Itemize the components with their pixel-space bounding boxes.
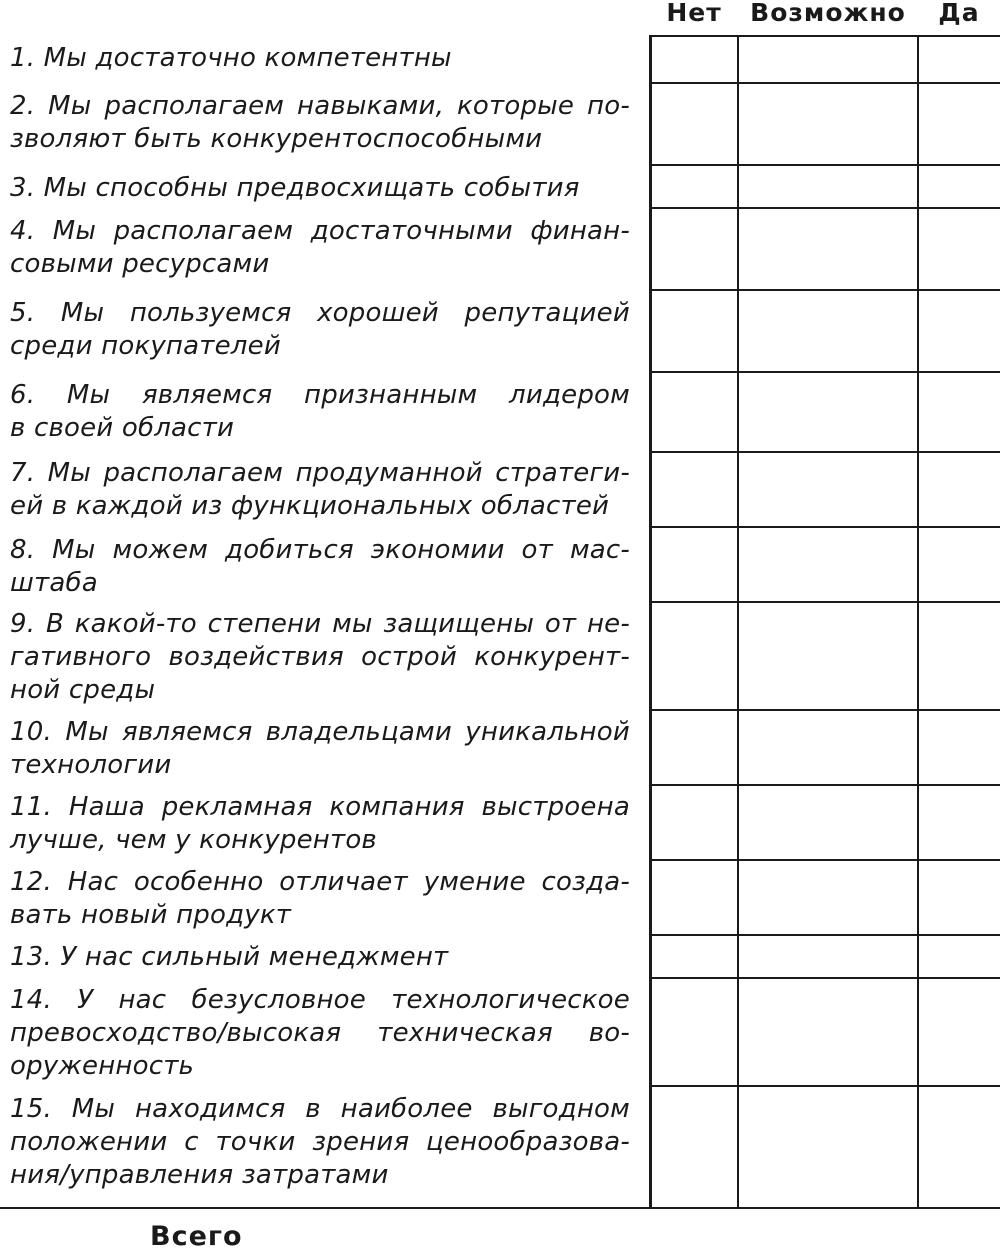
statement-line: гативного воздействия острой конкурент- <box>10 642 630 672</box>
statement-line: совыми ресурсами <box>10 249 270 279</box>
table-row <box>0 603 1000 711</box>
statement-text <box>10 457 630 523</box>
statement-text <box>10 534 630 600</box>
answer-cell-yes[interactable] <box>917 979 1000 1085</box>
statement-line: штаба <box>10 568 98 598</box>
table-row <box>0 166 1000 209</box>
answer-cell-yes[interactable] <box>917 291 1000 371</box>
statement-text <box>10 215 630 281</box>
statement-line: 11. Наша рекламная компания выстроена <box>10 792 630 822</box>
total-divider <box>0 1207 1000 1209</box>
answer-cells <box>650 711 1000 786</box>
table-row <box>0 291 1000 373</box>
statement-text <box>10 866 630 932</box>
statement-line: 3. Мы способны предвосхищать события <box>10 173 580 203</box>
statement-line: 15. Мы находимся в наиболее выгодном <box>10 1094 630 1124</box>
statement-line: вать новый продукт <box>10 900 292 930</box>
table-row <box>0 861 1000 936</box>
answer-cell-no[interactable] <box>650 209 738 289</box>
answer-cell-yes[interactable] <box>917 37 1000 82</box>
answer-cell-no[interactable] <box>650 84 738 164</box>
statement-text <box>10 608 630 707</box>
column-header-yes: Да <box>938 0 980 27</box>
answer-cell-no[interactable] <box>650 166 738 207</box>
table-row <box>0 373 1000 453</box>
answer-cell-no[interactable] <box>650 979 738 1085</box>
answer-cell-no[interactable] <box>650 291 738 371</box>
answer-cells <box>650 37 1000 84</box>
answer-cell-no[interactable] <box>650 711 738 784</box>
answer-cell-yes[interactable] <box>917 936 1000 977</box>
table-row <box>0 711 1000 786</box>
statement-text <box>10 791 630 857</box>
answer-cells <box>650 166 1000 209</box>
statement-text <box>10 42 630 75</box>
answer-cell-maybe[interactable] <box>737 711 918 784</box>
statement-line: 14. У нас безусловное технологическое <box>10 985 630 1015</box>
answer-cell-no[interactable] <box>650 528 738 601</box>
statement-line: 6. Мы являемся признанным лидером <box>10 380 630 410</box>
answer-cell-maybe[interactable] <box>737 37 918 82</box>
statement-line: ей в каждой из функциональных областей <box>10 491 610 521</box>
answer-cell-maybe[interactable] <box>737 861 918 934</box>
answer-cell-no[interactable] <box>650 603 738 709</box>
table-row <box>0 786 1000 861</box>
column-header-no: Нет <box>666 0 722 27</box>
table-row <box>0 936 1000 979</box>
statement-line: среди покупателей <box>10 331 281 361</box>
statement-text <box>10 297 630 363</box>
answer-cells <box>650 84 1000 166</box>
answer-cell-no[interactable] <box>650 37 738 82</box>
answer-cell-yes[interactable] <box>917 711 1000 784</box>
answer-cell-yes[interactable] <box>917 166 1000 207</box>
statement-line: превосходство/высокая техническая во- <box>10 1018 630 1048</box>
answer-cell-maybe[interactable] <box>737 166 918 207</box>
statement-line: 1. Мы достаточно компетентны <box>10 43 452 73</box>
table-row <box>0 979 1000 1087</box>
statement-line: в своей области <box>10 413 235 443</box>
answer-cell-maybe[interactable] <box>737 84 918 164</box>
answer-cells <box>650 936 1000 979</box>
answer-cell-no[interactable] <box>650 786 738 859</box>
answer-cell-maybe[interactable] <box>737 453 918 526</box>
statement-line: 4. Мы располагаем достаточными финан- <box>10 216 630 246</box>
statement-line: 13. У нас сильный менеджмент <box>10 942 449 972</box>
column-header-maybe: Возможно <box>750 0 906 27</box>
statement-line: лучше, чем у конкурентов <box>10 825 377 855</box>
answer-cell-no[interactable] <box>650 453 738 526</box>
answer-cell-maybe[interactable] <box>737 1087 918 1207</box>
statement-line: 7. Мы располагаем продуманной стратеги- <box>10 458 630 488</box>
statement-line: ной среды <box>10 675 156 705</box>
answer-cells <box>650 453 1000 528</box>
answer-cell-yes[interactable] <box>917 84 1000 164</box>
answer-cell-yes[interactable] <box>917 453 1000 526</box>
total-label: Всего <box>150 1221 243 1252</box>
statement-text <box>10 379 630 445</box>
answer-cells <box>650 861 1000 936</box>
answer-cell-maybe[interactable] <box>737 936 918 977</box>
answer-cell-yes[interactable] <box>917 373 1000 451</box>
answer-cell-maybe[interactable] <box>737 291 918 371</box>
answer-cells <box>650 603 1000 711</box>
answer-cell-yes[interactable] <box>917 528 1000 601</box>
statement-line: ния/управления затратами <box>10 1160 389 1190</box>
answer-cell-yes[interactable] <box>917 861 1000 934</box>
statement-text <box>10 716 630 782</box>
table-row <box>0 84 1000 166</box>
answer-cell-no[interactable] <box>650 373 738 451</box>
table-row <box>0 453 1000 528</box>
answer-cells <box>650 979 1000 1087</box>
table-row <box>0 1087 1000 1209</box>
statement-line: 2. Мы располагаем навыками, которые по- <box>10 91 630 121</box>
statement-text <box>10 172 630 205</box>
statement-line: технологии <box>10 750 172 780</box>
statement-text <box>10 90 630 156</box>
table-row <box>0 528 1000 603</box>
answer-cell-maybe[interactable] <box>737 786 918 859</box>
answer-cells <box>650 528 1000 603</box>
answer-cell-yes[interactable] <box>917 209 1000 289</box>
statement-line: 12. Нас особенно отличает умение созда- <box>10 867 630 897</box>
table-row <box>0 209 1000 291</box>
statement-line: 8. Мы можем добиться экономии от мас- <box>10 535 630 565</box>
answer-cell-maybe[interactable] <box>737 373 918 451</box>
statement-line: зволяют быть конкурентоспособными <box>10 124 543 154</box>
statement-line: 5. Мы пользуемся хорошей репутацией <box>10 298 630 328</box>
answer-cells <box>650 1087 1000 1209</box>
answer-cell-no[interactable] <box>650 1087 738 1207</box>
statement-line: оруженность <box>10 1051 195 1081</box>
answer-cells <box>650 291 1000 373</box>
answer-cell-no[interactable] <box>650 861 738 934</box>
answer-cells <box>650 373 1000 453</box>
answer-cell-maybe[interactable] <box>737 209 918 289</box>
table-row <box>0 37 1000 84</box>
answer-cells <box>650 209 1000 291</box>
statement-text <box>10 984 630 1083</box>
answer-cell-maybe[interactable] <box>737 528 918 601</box>
statement-line: 9. В какой-то степени мы защищены от не- <box>10 609 630 639</box>
answer-cell-maybe[interactable] <box>737 603 918 709</box>
statement-text <box>10 1093 630 1192</box>
answer-cell-maybe[interactable] <box>737 979 918 1085</box>
answer-cell-yes[interactable] <box>917 1087 1000 1207</box>
answer-cells <box>650 786 1000 861</box>
answer-cell-yes[interactable] <box>917 603 1000 709</box>
statement-line: положении с точки зрения ценообразова- <box>10 1127 630 1157</box>
statement-text <box>10 941 630 974</box>
answer-cell-no[interactable] <box>650 936 738 977</box>
answer-cell-yes[interactable] <box>917 786 1000 859</box>
statement-line: 10. Мы являемся владельцами уникальной <box>10 717 630 747</box>
